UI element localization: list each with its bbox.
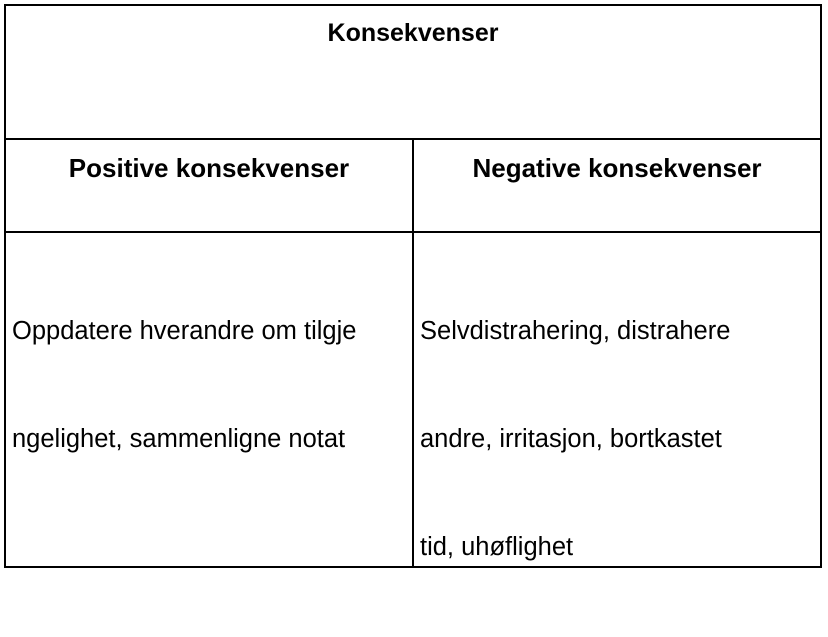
negative-column-header: Negative konsekvenser (472, 153, 762, 183)
positive-column-header: Positive konsekvenser (68, 153, 350, 183)
text-line: Selvdistrahering, distrahere (420, 317, 731, 345)
table-title-row (6, 6, 820, 140)
consequences-table (4, 4, 822, 568)
negative-consequences-cell (420, 241, 818, 637)
column-divider (412, 140, 414, 566)
text-line: tid, uhøflighet (420, 533, 574, 561)
text-line: Oppdatere hverandre om tilgje (12, 317, 357, 345)
positive-consequences-cell (12, 241, 410, 529)
text-line: ngelighet, sammenligne notat (12, 425, 346, 453)
text-line: andre, irritasjon, bortkastet (420, 425, 722, 453)
table-title: Konsekvenser (327, 19, 499, 47)
